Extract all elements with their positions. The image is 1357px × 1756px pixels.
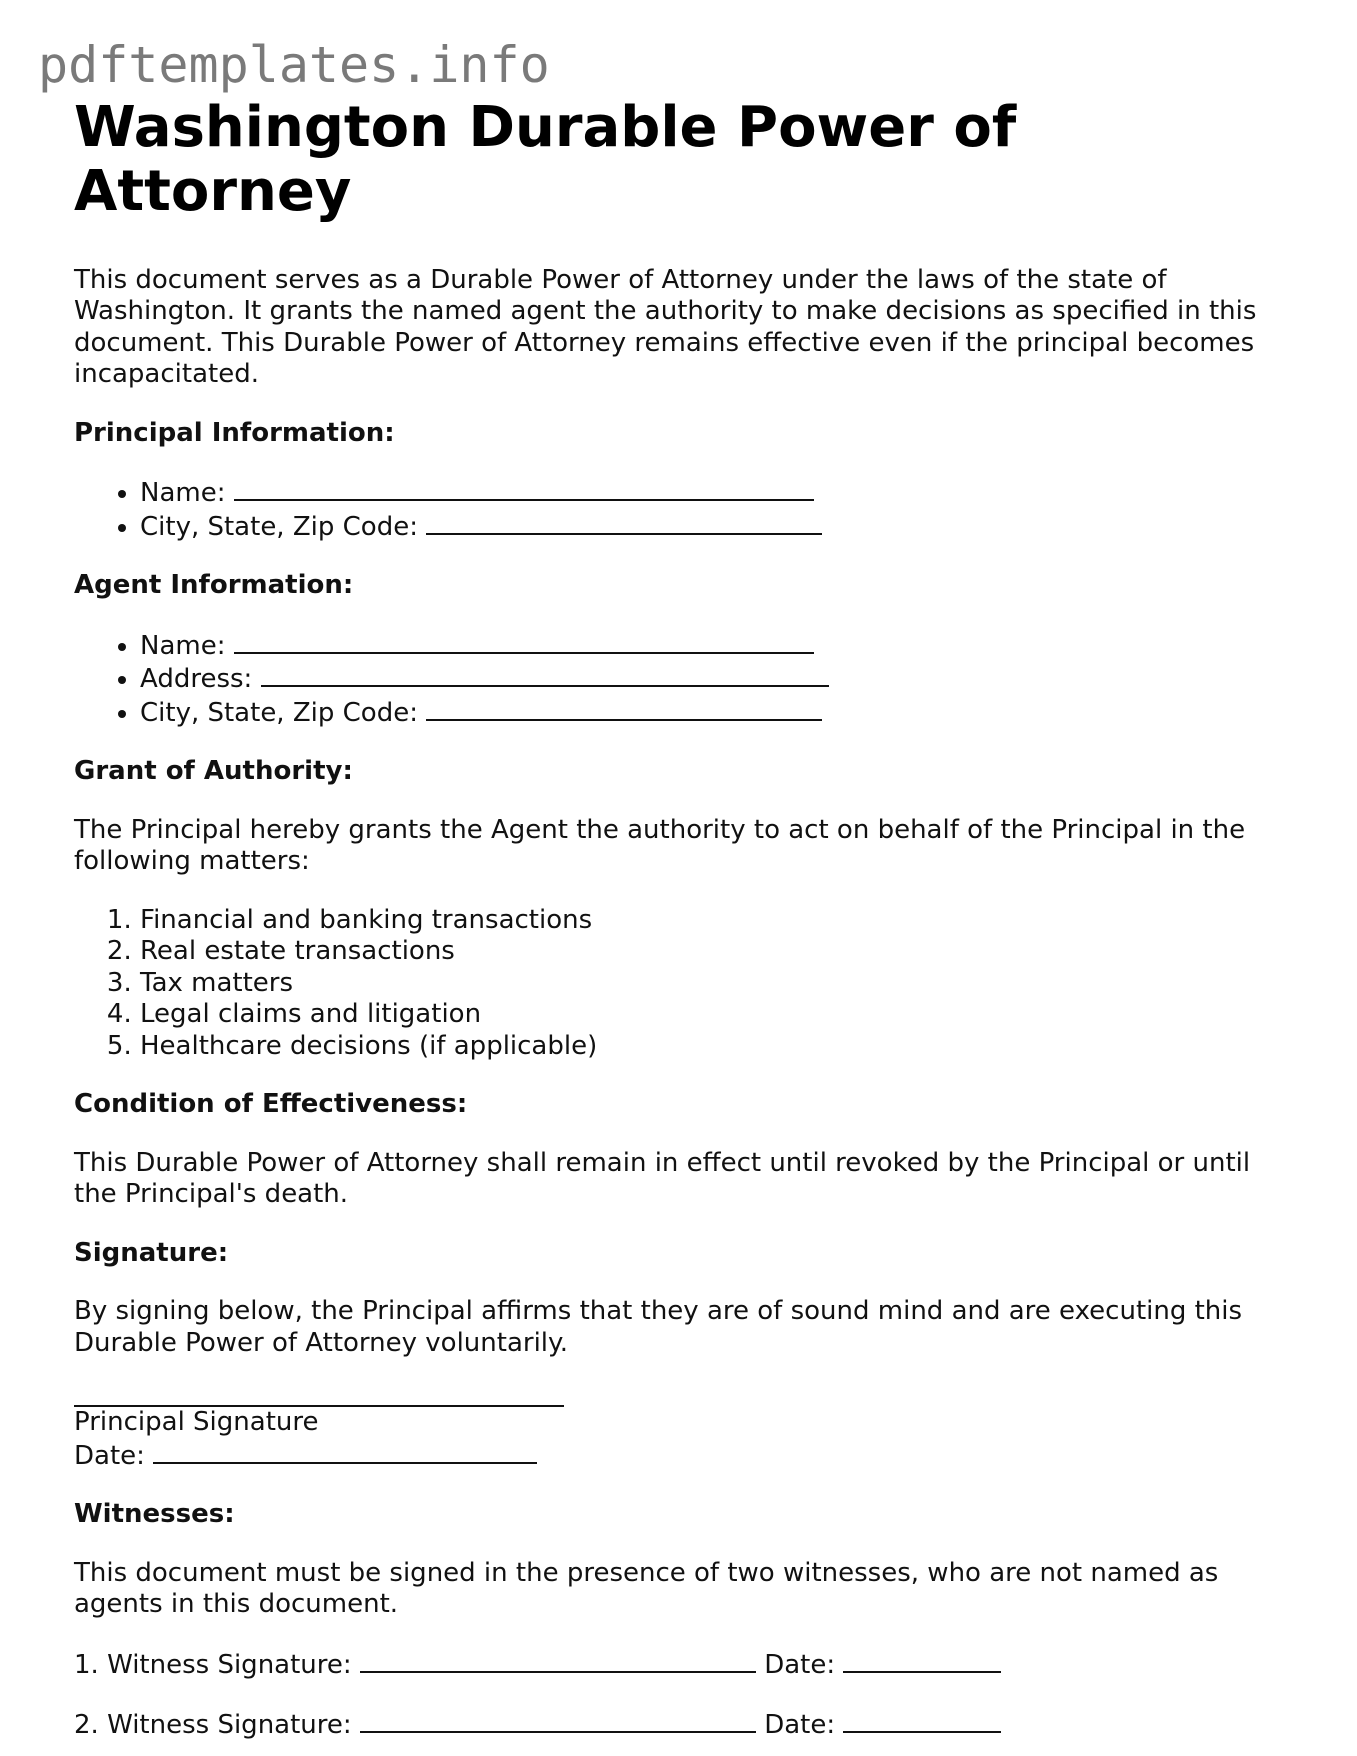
principal-date-row bbox=[74, 1439, 1294, 1473]
witness-1-date-label: Date: bbox=[764, 1649, 836, 1680]
intro-paragraph: This document serves as a Durable Power of Attorney under the laws of the state of Washington. It grants the named agent the authority to make decisions as specified in this document. This Durable Power of Attorney remains effective even if the principal becomes incapacitated. bbox=[74, 264, 1257, 390]
witnesses-paragraph: This document must be signed in the presence of two witnesses, who are not named as agents in this document. bbox=[74, 1557, 1219, 1620]
witness-2-label: 2. Witness Signature: bbox=[74, 1710, 352, 1741]
agent-name-label: Name: bbox=[140, 630, 226, 661]
watermark: pdftemplates.info bbox=[38, 36, 550, 94]
grant-item: 3. Tax matters bbox=[140, 968, 1294, 1000]
witness-2-signature-field[interactable] bbox=[360, 1708, 756, 1733]
agent-name-field[interactable] bbox=[234, 629, 814, 654]
grant-item: 4. Legal claims and litigation bbox=[140, 999, 1294, 1031]
agent-address-item bbox=[140, 662, 1294, 696]
signature-heading: Signature: bbox=[74, 1237, 229, 1268]
agent-name-item bbox=[140, 629, 1294, 663]
grant-item: 2. Real estate transactions bbox=[140, 936, 1294, 968]
principal-city-field[interactable] bbox=[426, 510, 822, 535]
principal-name-label: Name: bbox=[140, 478, 226, 509]
agent-heading: Agent Information: bbox=[74, 570, 354, 601]
condition-paragraph: This Durable Power of Attorney shall remain in effect until revoked by the Principal or until the Principal's death. bbox=[74, 1147, 1251, 1210]
grant-item: 1. Financial and banking transactions bbox=[140, 905, 1294, 937]
grant-heading: Grant of Authority: bbox=[74, 756, 353, 787]
document-page bbox=[74, 96, 1294, 1742]
agent-address-field[interactable] bbox=[261, 662, 829, 687]
principal-signature-label: Principal Signature bbox=[74, 1407, 319, 1438]
witness-1-label: 1. Witness Signature: bbox=[74, 1649, 352, 1680]
principal-fields bbox=[74, 476, 1294, 543]
witness-2-date-field[interactable] bbox=[843, 1708, 1001, 1733]
agent-address-label: Address: bbox=[140, 664, 253, 695]
signature-paragraph: By signing below, the Principal affirms that they are of sound mind and are executing this Durable Power of Attorney voluntarily. bbox=[74, 1296, 1243, 1358]
witnesses-heading: Witnesses: bbox=[74, 1499, 235, 1530]
principal-heading: Principal Information: bbox=[74, 417, 395, 448]
agent-city-label: City, State, Zip Code: bbox=[140, 697, 418, 728]
principal-date-label: Date: bbox=[74, 1440, 145, 1471]
agent-fields bbox=[74, 629, 1294, 730]
witness-2-date-label: Date: bbox=[764, 1710, 836, 1741]
agent-city-item bbox=[140, 696, 1294, 730]
condition-heading: Condition of Effectiveness: bbox=[74, 1089, 468, 1120]
agent-city-field[interactable] bbox=[426, 696, 822, 721]
witness-row-2 bbox=[74, 1708, 1294, 1742]
grant-list bbox=[74, 905, 1294, 1063]
principal-signature-field[interactable] bbox=[74, 1399, 564, 1407]
document-title: Washington Durable Power of Attorney bbox=[74, 95, 1017, 225]
principal-date-field[interactable] bbox=[153, 1439, 537, 1464]
witness-1-date-field[interactable] bbox=[843, 1648, 1001, 1673]
principal-name-item bbox=[140, 476, 1294, 510]
witness-row-1 bbox=[74, 1648, 1294, 1682]
principal-name-field[interactable] bbox=[234, 476, 814, 501]
witness-1-signature-field[interactable] bbox=[360, 1648, 756, 1673]
grant-paragraph: The Principal hereby grants the Agent the authority to act on behalf of the Principal in the following matters: bbox=[74, 814, 1246, 877]
principal-city-item bbox=[140, 510, 1294, 544]
grant-item: 5. Healthcare decisions (if applicable) bbox=[140, 1031, 1294, 1063]
principal-city-label: City, State, Zip Code: bbox=[140, 511, 418, 542]
